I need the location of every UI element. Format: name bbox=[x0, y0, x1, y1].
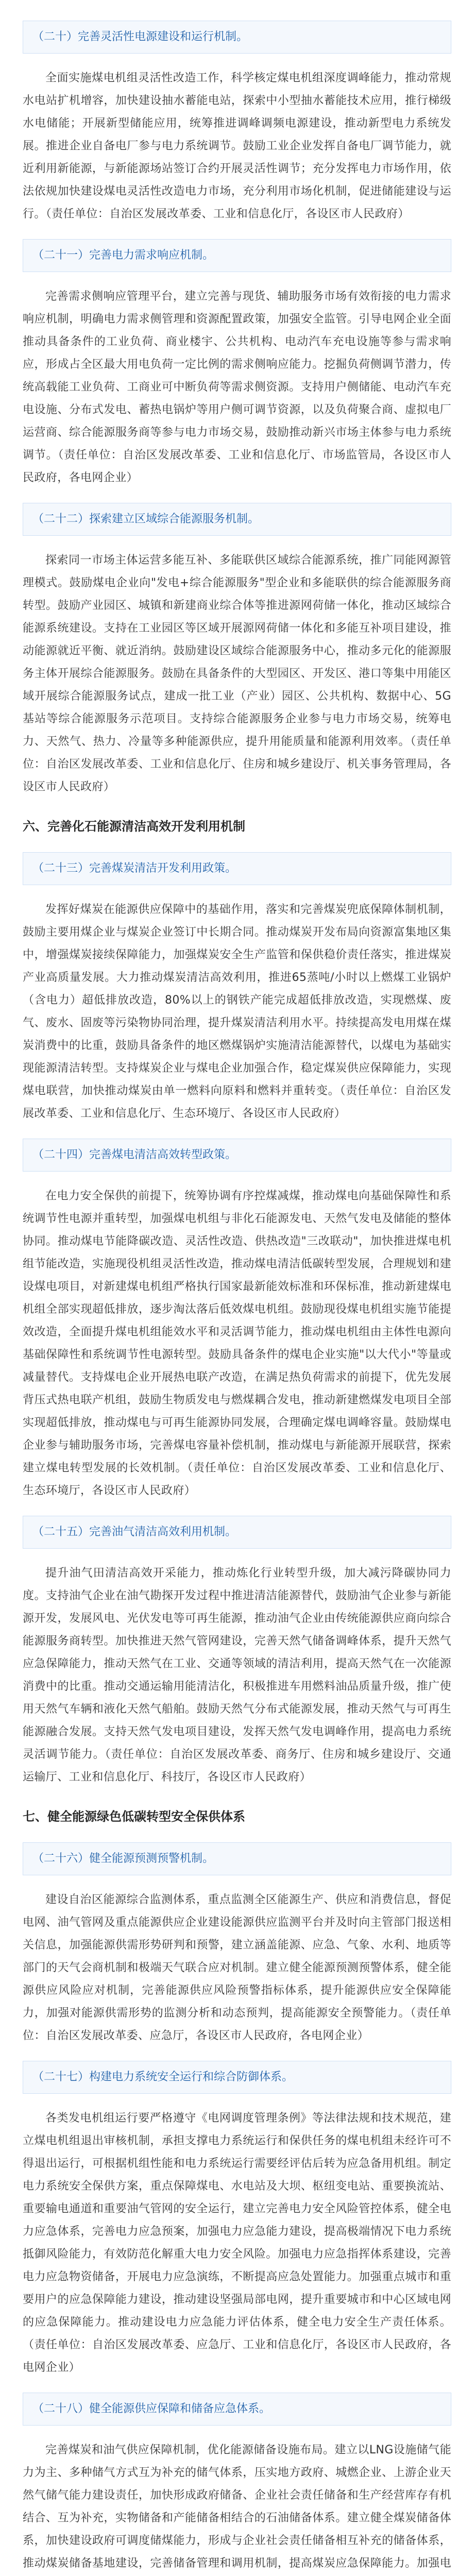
body-paragraph: 探索同一市场主体运营多能互补、多能联供区域综合能源系统，推广同能网源管理模式。鼓励煤电企业向"发电+综合能源服务"型企业和多能联供的综合能源服务商转型。鼓励产业园区、城镇和新建商业综合体等推进源网荷储一体化，推动区域综合能源系统建设。支持在工业园区等区域开展源网荷储一体化和多能互补项目建设，推动能源就近平衡、就近消纳。鼓励建设区域综合能源服务中心，推动多元化的能源服务主体开展综合能源服务。鼓励在具备条件的大型园区、开发区、港口等集中用能区域开展综合能源服务试点，建成一批工业（产业）园区、公共机构、数据中心、5G基站等综合能源服务示范项目。支持综合能源服务企业参与电力市场交易，统筹电力、天然气、热力、冷量等多种能源供应，提升用能质量和能源利用效率。（责任单位：自治区发展改革委、工业和信息化厅、住房和城乡建设厅、机关事务管理局，各设区市人民政府） bbox=[23, 554, 451, 793]
body-paragraph: 发挥好煤炭在能源供应保障中的基础作用，落实和完善煤炭兜底保障体制机制，鼓励主要用煤企业与煤炭企业签订中长期合同。推动煤炭开发布局向资源富集地区集中，增强煤炭接续保障能力，加强煤炭安全生产监管和保供稳价责任落实，推进煤炭产业高质量发展。大力推动煤炭清洁高效利用，推进65蒸吨/小时以上燃煤工业锅炉（含电力）超低排放改造，80%以上的钢铁产能完成超低排放改造，实现燃煤、废气、废水、固废等污染物协同治理，提升煤炭清洁利用水平。持续提高发电用煤在煤炭消费中的比重，鼓励具备条件的地区燃煤锅炉实施清洁能源替代，以煤电为基础实现能源清洁转型。支持煤炭企业与煤电企业加强合作，稳定煤炭供应保障能力，实现煤电联营，加快推动煤炭由单一燃料向原料和燃料并重转变。（责任单位：自治区发展改革委、工业和信息化厅、生态环境厅、各设区市人民政府） bbox=[23, 903, 451, 1120]
subsection-heading: （二十二）探索建立区域综合能源服务机制。 bbox=[23, 503, 451, 536]
body-paragraph: 完善煤炭和油气供应保障机制，优化能源储备设施布局。建立以LNG设施储气能力为主、多种储气方式互为补充的储气体系，压实地方政府、城燃企业、上游企业天然气储气能力建设责任，加快形成政府储备、企业社会责任储备和生产经营库存有机结合、互为补充，实物储备和产能储备相结合的石油储备体系。建立健全煤炭储备体系，加快建设政府可调度储煤能力，形成与企业社会责任储备相互补充的储备体系，推动煤炭储备基地建设，完善储备管理和调用机制，提高煤炭应急保障能力。加强电 bbox=[23, 2444, 451, 2570]
subsection-heading: （二十一）完善电力需求响应机制。 bbox=[23, 239, 451, 272]
body-paragraph: 完善需求侧响应管理平台，建立完善与现货、辅助服务市场有效衔接的电力需求响应机制，明确电力需求侧管理和资源配置政策，加强安全监管。引导电网企业全面推动具备条件的工业负荷、商业楼宇、公共机构、电动汽车充电设施等参与需求响应，形成占全区最大用电负荷一定比例的需求侧响应能力。挖掘负荷侧调节潜力，传统高载能工业负荷、工商业可中断负荷等需求侧资源。支持用户侧储能、电动汽车充电设施、分布式发电、蓄热电锅炉等用户侧可调节资源，以及负荷聚合商、虚拟电厂运营商、综合能源服务商等参与电力市场交易，鼓励推动新兴市场主体参与电力系统调节。（责任单位：自治区发展改革委、工业和信息化厅、市场监管局，各设区市人民政府，各电网企业） bbox=[23, 290, 451, 484]
body-paragraph: 各类发电机组运行要严格遵守《电网调度管理条例》等法律法规和技术规范，建立煤电机组退出审核机制，承担支撑电力系统运行和保供任务的煤电机组未经许可不得退出运行，可根据机组性能和电力系统运行需要经评估后转为应急备用机组。制定电力系统安全保供方案，重点保障煤电、水电站及大坝、枢纽变电站、重要换流站、重要输电通道和重要油气管网的安全运行，建立完善电力安全风险管控体系，健全电力应急体系，完善电力应急预案，加强电力应急能力建设，提高极端情况下电力系统抵御风险能力，有效防范化解重大电力安全风险。加强电力应急指挥体系建设，完善电力应急物资储备，开展电力应急演练，不断提高应急处置能力。加强重点城市和重要用户的应急保障能力建设，推动建设坚强局部电网，提升重要城市和中心区域电网的应急保障能力。推动建设电力应急能力评估体系，健全电力安全生产责任体系。（责任单位：自治区发展改革委、应急厅、工业和信息化厅，各设区市人民政府，各电网企业） bbox=[23, 2112, 451, 2374]
subsection-heading: （二十六）健全能源预测预警机制。 bbox=[23, 1842, 451, 1875]
section-heading: 七、健全能源绿色低碳转型安全保供体系 bbox=[23, 1809, 245, 1824]
body-paragraph: 提升油气田清洁高效开采能力，推动炼化行业转型升级，加大减污降碳协同力度。支持油气企业在油气勘探开发过程中推进清洁能源替代，鼓励油气企业参与新能源开发，发展风电、光伏发电等可再生能源，推动油气企业由传统能源供应商向综合能源服务商转型。加快推进天然气管网建设，完善天然气储备调峰体系，提升天然气应急保障能力，推动天然气在工业、交通等领域的清洁利用，提高天然气在一次能源消费中的比重。推动交通运输用能清洁化，积极推进车用燃料油品质量升级，推广使用天然气车辆和液化天然气船舶。鼓励天然气分布式能源发展，推动天然气与可再生能源融合发展。支持天然气发电项目建设，发挥天然气发电调峰作用，提高电力系统灵活调节能力。（责任单位：自治区发展改革委、商务厅、住房和城乡建设厅、交通运输厅、工业和信息化厅、科技厅，各设区市人民政府） bbox=[23, 1567, 451, 1784]
subsection-heading: （二十三）完善煤炭清洁开发利用政策。 bbox=[23, 852, 451, 885]
body-paragraph: 全面实施煤电机组灵活性改造工作，科学核定煤电机组深度调峰能力，推动常规水电站扩机增容，加快建设抽水蓄能电站，探索中小型抽水蓄能技术应用，推行梯级水电储能；开展新型储能应用，统筹推进调峰调频电源建设，推动新型电力系统发展。推进企业自备电厂参与电力系统调节。鼓励工业企业发挥自备电厂调节能力，就近利用新能源，与新能源场站签订合约开展灵活性调节；充分发挥电力市场作用，依法依规加快建设煤电灵活性改造电力市场，充分利用市场化机制，促进储能建设与运行。（责任单位：自治区发展改革委、工业和信息化厅，各设区市人民政府） bbox=[23, 72, 451, 221]
section-heading: 六、完善化石能源清洁高效开发利用机制 bbox=[23, 819, 245, 834]
body-paragraph: 建设自治区能源综合监测体系，重点监测全区能源生产、供应和消费信息，督促电网、油气管网及重点能源供应企业建设能源供应监测平台并及时向主管部门报送相关信息，加强能源供需形势研判和预警，建立涵盖能源、应急、气象、水利、地质等部门的天气会商机制和极端天气联合应对机制。建立健全能源预测预警体系，健全能源供应风险应对机制，完善能源供应风险预警指标体系，提升能源供应安全保障能力，加强对能源供需形势的监测分析和动态预判，提高能源安全预警能力。（责任单位：自治区发展改革委、应急厅，各设区市人民政府，各电网企业） bbox=[23, 1893, 451, 2042]
subsection-heading: （二十七）构建电力系统安全运行和综合防御体系。 bbox=[23, 2061, 451, 2094]
body-paragraph: 在电力安全保供的前提下，统筹协调有序控煤减煤，推动煤电向基础保障性和系统调节性电源并重转型，加强煤电机组与非化石能源发电、天然气发电及储能的整体协同。推动煤电节能降碳改造、灵活性改造、供热改造"三改联动"，加快推进煤电机组节能改造，实施现役机组灵活性改造，推动煤电清洁低碳转型发展，合理规划和建设煤电项目，对新建煤电机组严格执行国家最新能效标准和环保标准，推动新建煤电机组全部实现超低排放，逐步淘汰落后低效煤电机组。鼓励现役煤电机组实施节能提效改造，全面提升煤电机组能效水平和灵活调节能力，推动煤电机组由主体性电源向基础保障性和系统调节性电源转型。鼓励具备条件的煤电企业实施"以大代小"等量或减量替代。支持煤电企业开展热电联产改造，在满足热负荷需求的前提下，优先发展背压式热电联产机组，鼓励生物质发电与燃煤耦合发电，推动新建燃煤发电项目全部实现超低排放，推动煤电与可再生能源协同发展，合理确定煤电调峰容量。鼓励煤电企业参与辅助服务市场，完善煤电容量补偿机制，推动煤电与新能源开展联营，探索建立煤电转型发展的长效机制。（责任单位：自治区发展改革委、工业和信息化厅、生态环境厅，各设区市人民政府） bbox=[23, 1190, 451, 1497]
subsection-heading: （二十八）健全能源供应保障和储备应急体系。 bbox=[23, 2393, 451, 2426]
subsection-heading: （二十四）完善煤电清洁高效转型政策。 bbox=[23, 1139, 451, 1172]
subsection-heading: （二十）完善灵活性电源建设和运行机制。 bbox=[23, 21, 451, 54]
subsection-heading: （二十五）完善油气清洁高效利用机制。 bbox=[23, 1516, 451, 1549]
